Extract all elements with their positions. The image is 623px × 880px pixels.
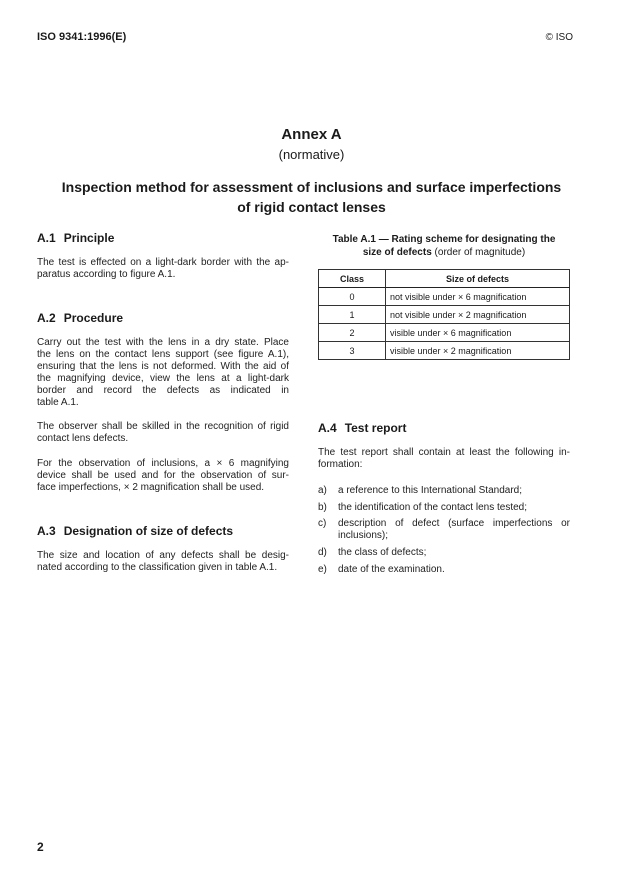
copyright-mark: © ISO	[545, 32, 573, 43]
annex-subtitle: (normative)	[278, 147, 345, 162]
list-item-text: the identification of the contact lens tested;	[338, 502, 528, 513]
list-item	[318, 547, 570, 559]
paragraph-a2-3	[37, 458, 289, 494]
table-caption	[318, 233, 570, 259]
text-line: table A.1.	[37, 397, 79, 408]
document-title-line-1: Inspection method for assessment of inclusions and surface imperfections	[61, 179, 562, 195]
section-title: Procedure	[63, 311, 124, 325]
text-line: the lens on the contact lens support (see figure A.1),	[37, 349, 289, 360]
section-number: A.2	[37, 311, 56, 325]
text-line: paratus according to figure A.1.	[37, 269, 176, 280]
paragraph-a2-1	[37, 337, 289, 409]
list-item-label: e)	[318, 564, 327, 575]
list-item	[318, 502, 570, 514]
size-cell: visible under × 6 magnification	[386, 324, 570, 342]
paragraph-a3	[37, 550, 289, 574]
section-title: Designation of size of defects	[63, 524, 234, 538]
list-item	[318, 485, 570, 497]
list-item-text: a reference to this International Standard;	[338, 485, 523, 496]
list-item-text: the class of defects;	[338, 547, 427, 558]
paragraph-a2-2	[37, 421, 289, 445]
annex-title: Annex A	[281, 126, 342, 143]
table-row	[319, 324, 570, 342]
size-cell: not visible under × 2 magnification	[386, 306, 570, 324]
text-line: formation:	[318, 459, 363, 470]
section-heading-a4	[318, 421, 406, 435]
text-line: border and record the defects as indicated in	[37, 385, 289, 396]
class-cell: 0	[319, 288, 386, 306]
class-cell: 3	[319, 342, 386, 360]
text-line: the magnifying device, view the lens at a light-dark	[37, 373, 289, 384]
list-item-text: inclusions);	[338, 530, 389, 541]
class-cell: 2	[319, 324, 386, 342]
list-item	[318, 518, 570, 542]
section-title: Test report	[344, 421, 407, 435]
section-title: Principle	[63, 231, 115, 245]
list-item-label: c)	[318, 518, 327, 529]
table-row	[319, 288, 570, 306]
list-item-label: b)	[318, 502, 327, 513]
text-line: The observer shall be skilled in the recognition of rigid	[37, 421, 289, 432]
text-line: ensuring that the lens is not deformed. With the aid of	[37, 361, 289, 372]
table-row	[319, 342, 570, 360]
section-number: A.3	[37, 524, 56, 538]
list-item-label: a)	[318, 485, 327, 496]
table-caption-title-2: size of defects	[362, 247, 432, 258]
text-line: contact lens defects.	[37, 433, 129, 444]
column-header-class: Class	[319, 270, 386, 288]
paragraph-a1	[37, 257, 289, 281]
section-number: A.1	[37, 231, 56, 245]
text-line: The test is effected on a light-dark border with the ap-	[37, 257, 289, 268]
document-title	[30, 177, 593, 217]
text-line: For the observation of inclusions, a × 6 magnifying	[37, 458, 289, 469]
text-line: Carry out the test with the lens in a dry state. Place	[37, 337, 289, 348]
table-row	[319, 306, 570, 324]
size-cell: visible under × 2 magnification	[386, 342, 570, 360]
list-item	[318, 564, 570, 576]
paragraph-a4-intro	[318, 447, 570, 471]
document-title-line-2: of rigid contact lenses	[237, 199, 386, 215]
section-heading-a3	[37, 524, 233, 538]
table-caption-note: (order of magnitude)	[434, 247, 526, 258]
table-caption-title: Table A.1 — Rating scheme for designating the	[332, 234, 556, 245]
class-cell: 1	[319, 306, 386, 324]
section-heading-a1	[37, 231, 114, 245]
table-header-row	[319, 270, 570, 288]
list-item-text: description of defect (surface imperfections or	[338, 518, 570, 529]
text-line: The size and location of any defects shall be desig-	[37, 550, 289, 561]
page-number: 2	[37, 840, 44, 854]
size-cell: not visible under × 6 magnification	[386, 288, 570, 306]
standard-identifier: ISO 9341:1996(E)	[37, 31, 127, 43]
section-heading-a2	[37, 311, 123, 325]
defects-table	[318, 269, 570, 360]
text-line: The test report shall contain at least the following in-	[318, 447, 570, 458]
column-header-size: Size of defects	[386, 270, 570, 288]
list-item-text: date of the examination.	[338, 564, 445, 575]
list-item-label: d)	[318, 547, 327, 558]
text-line: device shall be used and for the observation of sur-	[37, 470, 289, 481]
text-line: face imperfections, × 2 magnification shall be used.	[37, 482, 265, 493]
text-line: nated according to the classification given in table A.1.	[37, 562, 278, 573]
section-number: A.4	[318, 421, 337, 435]
